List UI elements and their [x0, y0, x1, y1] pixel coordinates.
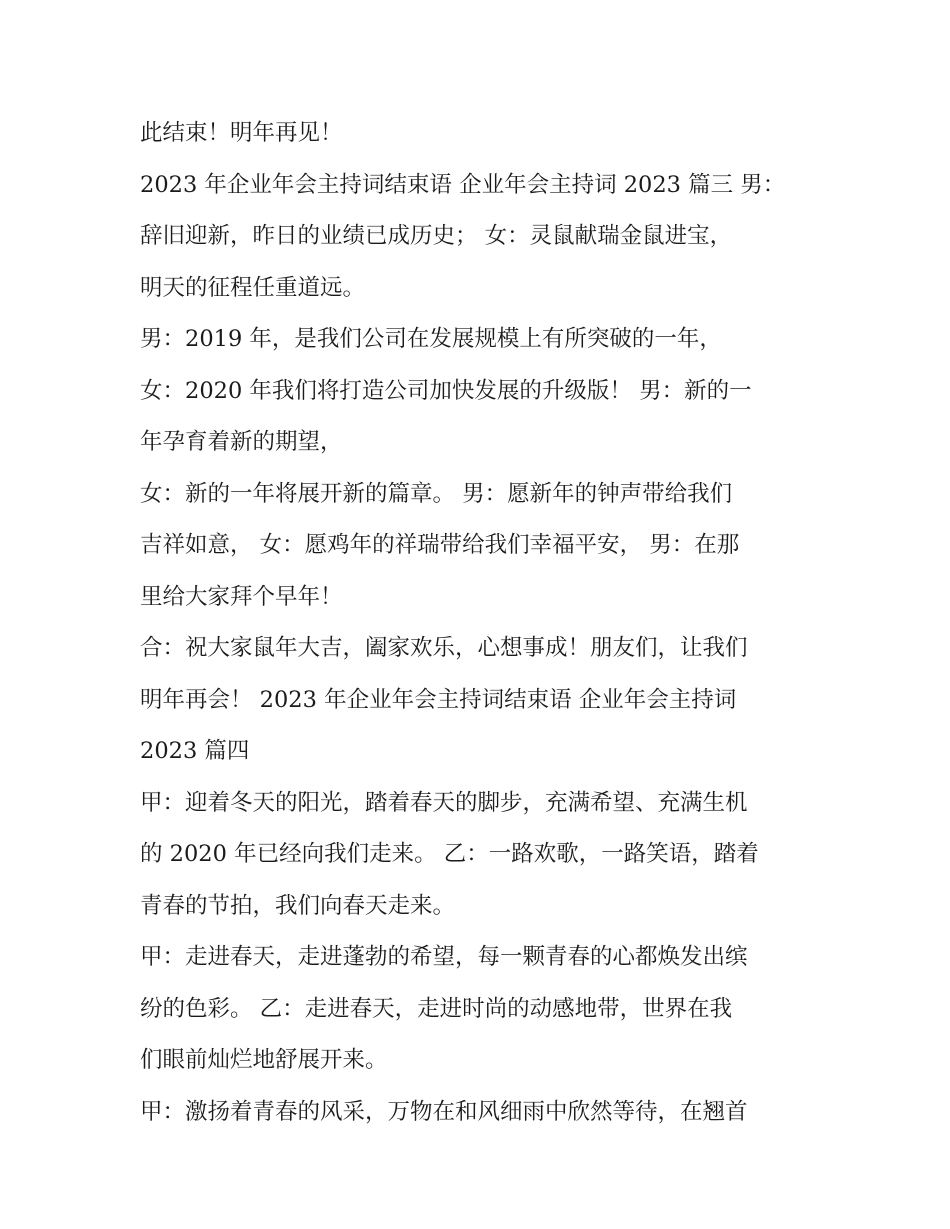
text-line: 明天的征程任重道远。 [140, 274, 366, 301]
text-line: 女：新的一年将展开新的篇章。 男：愿新年的钟声带给我们 [140, 480, 733, 507]
text-line: 辞旧迎新，昨日的业绩已成历史； 女：灵鼠献瑞金鼠进宝， [140, 223, 733, 249]
text-line: 纷的色彩。 乙：走进春天，走进时尚的动感地带，世界在我 [140, 995, 733, 1022]
text-line: 吉祥如意， 女：愿鸡年的祥瑞带给我们幸福平安， 男：在那 [140, 532, 740, 558]
text-line: 们眼前灿烂地舒展开来。 [140, 1047, 388, 1073]
text-line: 的 2020 年已经向我们走来。 乙：一路欢歌，一路笑语，踏着 [140, 841, 759, 867]
text-line: 里给大家拜个早年！ [140, 583, 343, 610]
text-line: 明年再会！ 2023 年企业年会主持词结束语 企业年会主持词 [140, 686, 737, 713]
text-line: 年孕育着新的期望， [140, 429, 343, 455]
text-line: 2023 篇四 [140, 738, 250, 764]
text-line: 青春的节拍，我们向春天走来。 [140, 892, 456, 919]
text-line: 此结束！明年再见！ [140, 120, 343, 146]
text-line: 甲：走进春天，走进蓬勃的希望，每一颗青春的心都焕发出缤 [140, 944, 748, 970]
text-line: 2023 年企业年会主持词结束语 企业年会主持词 2023 篇三 男： [140, 171, 786, 198]
text-line: 男：2019 年，是我们公司在发展规模上有所突破的一年， [140, 326, 722, 352]
text-line: 甲：迎着冬天的阳光，踏着春天的脚步，充满希望、充满生机 [140, 789, 748, 816]
text-line: 女：2020 年我们将打造公司加快发展的升级版！ 男：新的一 [140, 377, 752, 404]
text-line: 合：祝大家鼠年大吉，阖家欢乐，心想事成！朋友们，让我们 [140, 635, 748, 661]
document-body [140, 108, 820, 1138]
text-line: 甲：激扬着青春的风采，万物在和风细雨中欣然等待，在翘首 [140, 1098, 748, 1125]
